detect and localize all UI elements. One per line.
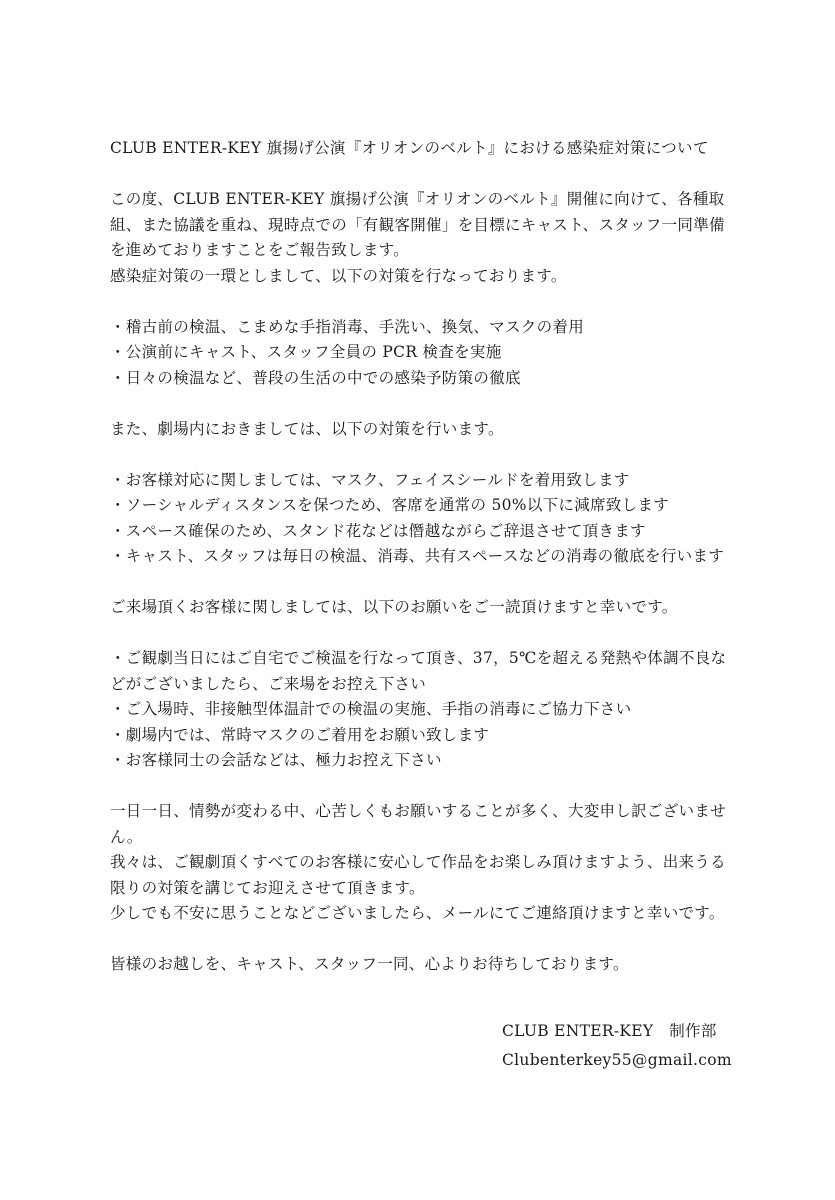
closing-line: 一日一日、情勢が変わる中、心苦しくもお願いすることが多く、大変申し訳ございませ (110, 802, 726, 820)
spacer (110, 442, 730, 468)
list-item: ・ソーシャルディスタンスを保つため、客席を通常の 50%以下に減席致します (110, 496, 670, 514)
signature-block (502, 1017, 732, 1075)
spacer (110, 391, 730, 417)
signature-email: Clubenterkey55@gmail.com (502, 1051, 732, 1069)
theater-intro: また、劇場内におきましては、以下の対策を行います。 (110, 419, 504, 438)
theater-measures-list (110, 468, 730, 570)
list-item: ・キャスト、スタッフは毎日の検温、消毒、共有スペースなどの消毒の徹底を行います (110, 547, 725, 565)
notice-document (110, 136, 730, 978)
list-item: ・ご入場時、非接触型体温計での検温の実施、手指の消毒にご協力下さい (110, 700, 632, 718)
closing-line: 我々は、ご観劇頂くすべてのお客様に安心して作品をお楽しみ頂けますよう、出来うる (110, 853, 726, 871)
intro-paragraph (110, 187, 730, 289)
cast-measures-list (110, 315, 730, 392)
closing-paragraph (110, 799, 730, 927)
spacer (110, 927, 730, 953)
spacer (110, 289, 730, 315)
list-item: ・劇場内では、常時マスクのご着用をお願い致します (110, 725, 490, 744)
intro-line: 感染症対策の一環としまして、以下の対策を行なっております。 (110, 266, 567, 285)
spacer (110, 570, 730, 596)
requests-list (110, 646, 730, 774)
intro-line: 組、また協議を重ね、現時点での「有観客開催」を目標にキャスト、スタッフ一同準備 (110, 215, 725, 234)
list-item: どがございましたら、ご来場をお控え下さい (110, 674, 427, 693)
list-item: ・稽古前の検温、こまめな手指消毒、手洗い、換気、マスクの着用 (110, 317, 585, 336)
list-item: ・公演前にキャスト、スタッフ全員の PCR 検査を実施 (110, 343, 502, 361)
spacer (110, 774, 730, 800)
closing-line: ん。 (110, 827, 143, 846)
spacer (110, 162, 730, 188)
list-item: ・ご観劇当日にはご自宅でご検温を行なって頂き、37，5℃を超える発熱や体調不良な (110, 649, 727, 667)
closing-line: 少しでも不安に思うことなどございましたら、メールにてご連絡頂けますと幸いです。 (110, 904, 725, 922)
spacer (110, 621, 730, 647)
closing-line: 限りの対策を講じてお迎えさせて頂きます。 (110, 878, 425, 897)
request-intro: ご来場頂くお客様に関しましては、以下のお願いをご一読頂けますと幸いです。 (110, 598, 678, 616)
list-item: ・日々の検温など、普段の生活の中での感染予防策の徹底 (110, 368, 521, 387)
intro-line: を進めておりますことをご報告致します。 (110, 241, 409, 259)
list-item: ・お客様対応に関しましては、マスク、フェイスシールドを着用致します (110, 470, 630, 489)
signature-org: CLUB ENTER-KEY 制作部 (502, 1022, 717, 1040)
intro-line: この度、CLUB ENTER-KEY 旗揚げ公演『オリオンのベルト』開催に向けて、各種取 (110, 190, 725, 208)
list-item: ・スペース確保のため、スタンド花などは僭越ながらご辞退させて頂きます (110, 521, 646, 540)
document-title: CLUB ENTER-KEY 旗揚げ公演『オリオンのベルト』における感染症対策について (110, 139, 709, 157)
list-item: ・お客様同士の会話などは、極力お控え下さい (110, 751, 442, 769)
final-line: 皆様のお越しを、キャスト、スタッフ一同、心よりお待ちしております。 (110, 955, 629, 973)
